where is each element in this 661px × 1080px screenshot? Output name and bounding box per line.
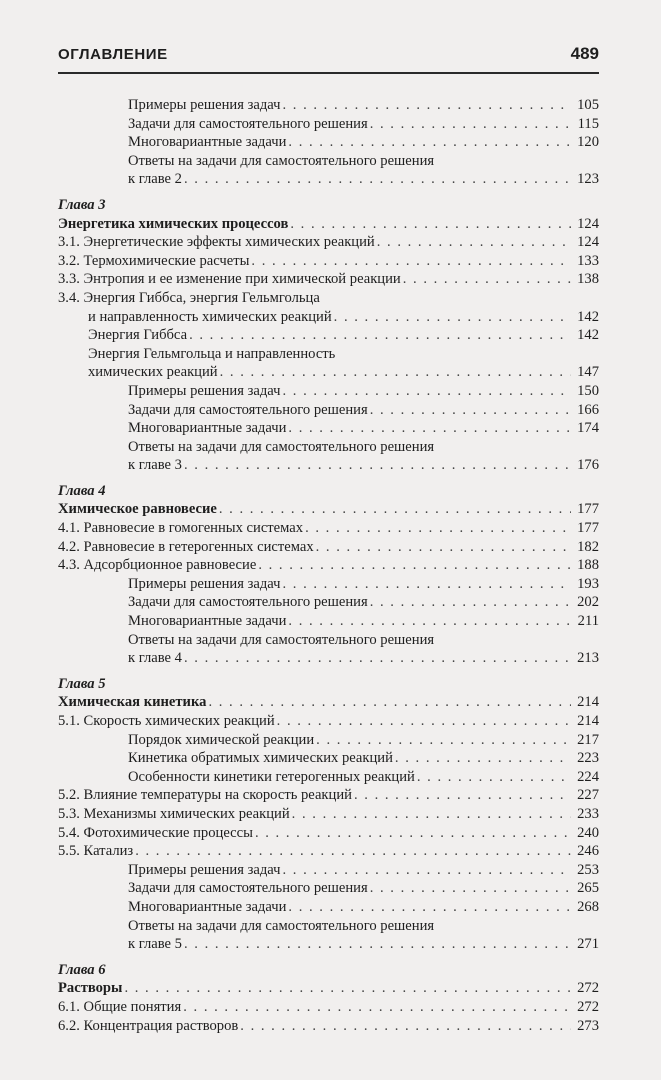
toc-entry [58, 805, 599, 824]
toc-entry-continued: Ответы на задачи для самостоятельного решения [128, 917, 435, 934]
toc-entry [58, 612, 599, 631]
toc-entry-label: Кинетика обратимых химических реакций [128, 750, 393, 767]
toc-entry-label: Многовариантные задачи [128, 420, 287, 437]
toc-entry-label: к главе 5 [128, 936, 182, 953]
toc-entry-label: 5.2. Влияние температуры на скорость реакций [58, 787, 352, 804]
toc-entry-page: 240 [577, 824, 599, 841]
toc-entry-page: 246 [577, 843, 599, 860]
toc-entry-page: 150 [577, 382, 599, 399]
toc-entry-page: 272 [577, 998, 599, 1015]
toc-entry-label: Многовариантные задачи [128, 613, 287, 630]
dot-leader [184, 935, 571, 954]
toc-entry-label: 6.1. Общие понятия [58, 998, 182, 1015]
toc-entry-label: Многовариантные задачи [128, 134, 287, 151]
toc-entry [58, 898, 599, 917]
toc-entry [58, 731, 599, 750]
running-header [58, 44, 599, 70]
toc-entry-continued: 3.4. Энергия Гиббса, энергия Гельмгольца [58, 289, 320, 306]
chapter-title-entry [58, 215, 599, 234]
toc-entry-page: 120 [577, 134, 599, 151]
toc-entry-page: 177 [577, 501, 599, 518]
toc-entry-label: 4.3. Адсорбционное равновесие [58, 557, 257, 574]
page-number: 489 [570, 44, 599, 63]
toc-entry [58, 556, 599, 575]
dot-leader [184, 170, 571, 189]
dot-leader [316, 538, 571, 557]
dot-leader [292, 805, 571, 824]
toc-entry [58, 842, 599, 861]
dot-leader [282, 96, 571, 115]
toc-entry-page: 253 [577, 861, 599, 878]
toc-entry-label: Энергетика химических процессов [58, 215, 289, 232]
toc-entry [58, 519, 599, 538]
toc-entry-page: 233 [577, 805, 599, 822]
toc-entry [58, 935, 599, 954]
dot-leader [305, 519, 571, 538]
toc-entry-label: Задачи для самостоятельного решения [128, 594, 368, 611]
toc-entry [58, 270, 599, 289]
toc-entry-label: Задачи для самостоятельного решения [128, 401, 368, 418]
toc-entry-label: 4.2. Равновесие в гетерогенных системах [58, 538, 314, 555]
toc-entry-label: к главе 3 [128, 457, 182, 474]
toc-entry-page: 142 [577, 308, 599, 325]
dot-leader [135, 842, 571, 861]
dot-leader [251, 252, 571, 271]
toc-entry-label: 5.3. Механизмы химических реакций [58, 805, 290, 822]
toc-entry-continued: Ответы на задачи для самостоятельного решения [128, 631, 435, 648]
dot-leader [288, 898, 571, 917]
toc-entry [58, 382, 599, 401]
toc-entry-label: 5.1. Скорость химических реакций [58, 713, 275, 729]
toc-entry-page: 224 [577, 768, 599, 785]
toc-entry-label: химических реакций [88, 364, 218, 381]
toc-entry-page: 271 [577, 936, 599, 953]
toc-entry-page: 273 [577, 1017, 599, 1034]
toc-entry-label: 3.1. Энергетические эффекты химических реакций [58, 234, 375, 251]
toc-entry-label: 3.3. Энтропия и ее изменение при химической реакции [58, 271, 401, 288]
dot-leader [189, 326, 571, 345]
dot-leader [316, 731, 571, 750]
toc-entry-label: Задачи для самостоятельного решения [128, 880, 368, 897]
table-of-contents [58, 96, 599, 1035]
toc-entry-page: 268 [577, 898, 599, 915]
toc-entry-page: 147 [577, 364, 599, 381]
toc-entry-page: 217 [577, 731, 599, 748]
toc-entry-label: Задачи для самостоятельного решения [128, 115, 368, 132]
header-title: ОГЛАВЛЕНИЕ [58, 46, 168, 63]
toc-entry [58, 308, 599, 327]
toc-entry-label: к главе 2 [128, 171, 182, 188]
toc-entry-label: Примеры решения задач [128, 575, 281, 592]
dot-leader [370, 879, 571, 898]
toc-entry-page: 177 [577, 520, 599, 537]
toc-entry-page: 214 [577, 713, 599, 729]
toc-entry-page: 223 [577, 750, 599, 767]
toc-entry [58, 575, 599, 594]
toc-entry-label: и направленность химических реакций [88, 308, 332, 325]
toc-entry-page: 182 [577, 538, 599, 555]
toc-entry-label: 3.2. Термохимические расчеты [58, 252, 250, 269]
toc-entry-label: 6.2. Концентрация растворов [58, 1017, 239, 1034]
toc-entry-page: 202 [577, 594, 599, 611]
dot-leader [240, 1017, 571, 1036]
toc-entry [58, 879, 599, 898]
chapter-heading: Глава 6 [58, 961, 106, 978]
toc-entry-label: Примеры решения задач [128, 97, 281, 113]
dot-leader [184, 649, 571, 668]
toc-entry-page: 193 [577, 575, 599, 592]
toc-entry [58, 861, 599, 880]
dot-leader [282, 382, 571, 401]
dot-leader [183, 998, 571, 1017]
dot-leader [219, 500, 571, 519]
toc-entry-label: к главе 4 [128, 650, 182, 667]
dot-leader [370, 593, 571, 612]
toc-entry-page: 176 [577, 457, 599, 474]
toc-entry [58, 363, 599, 382]
toc-entry-page: 272 [577, 980, 599, 997]
toc-entry [58, 749, 599, 768]
dot-leader [288, 419, 571, 438]
toc-entry-page: 105 [577, 97, 599, 113]
toc-entry-label: Порядок химической реакции [128, 731, 315, 748]
toc-entry-continued: Энергия Гельмгольца и направленность [88, 345, 336, 362]
dot-leader [220, 363, 571, 382]
dot-leader [370, 115, 571, 134]
dot-leader [258, 556, 571, 575]
toc-entry-page: 227 [577, 787, 599, 804]
toc-entry-continued: Ответы на задачи для самостоятельного решения [128, 152, 435, 169]
toc-entry [58, 401, 599, 420]
toc-entry-page: 265 [577, 880, 599, 897]
toc-entry-page: 211 [577, 613, 599, 630]
toc-entry [58, 96, 599, 115]
dot-leader [377, 233, 571, 252]
dot-leader [282, 861, 571, 880]
dot-leader [282, 575, 571, 594]
toc-entry-page: 166 [577, 401, 599, 418]
toc-entry [58, 786, 599, 805]
toc-entry-label: 5.4. Фотохимические процессы [58, 824, 253, 841]
toc-entry [58, 649, 599, 668]
chapter-heading: Глава 5 [58, 675, 106, 692]
toc-entry-page: 213 [577, 650, 599, 667]
dot-leader [370, 401, 571, 420]
toc-entry [58, 1017, 599, 1036]
toc-entry-label: Химическая кинетика [58, 694, 207, 711]
chapter-title-entry [58, 500, 599, 519]
toc-entry-label: 4.1. Равновесие в гомогенных системах [58, 520, 304, 537]
toc-entry-label: Примеры решения задач [128, 861, 281, 878]
dot-leader [354, 786, 571, 805]
toc-entry [58, 115, 599, 134]
dot-leader [290, 215, 571, 234]
toc-entry-label: Энергия Гиббса [88, 327, 188, 344]
toc-entry-page: 115 [577, 115, 599, 132]
toc-entry-continued: Ответы на задачи для самостоятельного решения [128, 438, 435, 455]
toc-entry [58, 170, 599, 189]
toc-entry [58, 252, 599, 271]
toc-entry-page: 133 [577, 252, 599, 269]
toc-entry-page: 138 [577, 271, 599, 288]
chapter-heading: Глава 4 [58, 482, 106, 499]
dot-leader [184, 456, 571, 475]
chapter-title-entry [58, 693, 599, 712]
dot-leader [288, 133, 571, 152]
toc-entry [58, 419, 599, 438]
toc-entry-label: Химическое равновесие [58, 501, 217, 518]
toc-entry-page: 214 [577, 694, 599, 711]
dot-leader [403, 270, 571, 289]
toc-entry-page: 124 [577, 234, 599, 251]
dot-leader [255, 824, 571, 843]
toc-entry [58, 593, 599, 612]
header-rule [58, 72, 599, 74]
toc-entry-label: 5.5. Катализ [58, 843, 134, 860]
toc-entry [58, 456, 599, 475]
toc-entry-label: Особенности кинетики гетерогенных реакций [128, 768, 415, 785]
toc-entry [58, 768, 599, 787]
toc-entry-label: Примеры решения задач [128, 382, 281, 399]
toc-entry-page: 123 [577, 171, 599, 188]
toc-entry [58, 712, 599, 731]
toc-entry [58, 326, 599, 345]
chapter-title-entry [58, 979, 599, 998]
toc-entry-label: Многовариантные задачи [128, 898, 287, 915]
dot-leader [277, 712, 571, 731]
toc-entry-page: 124 [577, 215, 599, 232]
toc-entry [58, 233, 599, 252]
dot-leader [124, 979, 571, 998]
toc-entry [58, 998, 599, 1017]
dot-leader [288, 612, 571, 631]
toc-entry-page: 174 [577, 420, 599, 437]
dot-leader [208, 693, 571, 712]
toc-entry [58, 133, 599, 152]
toc-entry-page: 142 [577, 327, 599, 344]
chapter-heading: Глава 3 [58, 196, 106, 213]
dot-leader [334, 308, 571, 327]
dot-leader [417, 768, 571, 787]
toc-entry-label: Растворы [58, 980, 123, 997]
toc-entry [58, 538, 599, 557]
dot-leader [395, 749, 571, 768]
toc-entry-page: 188 [577, 557, 599, 574]
toc-entry [58, 824, 599, 843]
